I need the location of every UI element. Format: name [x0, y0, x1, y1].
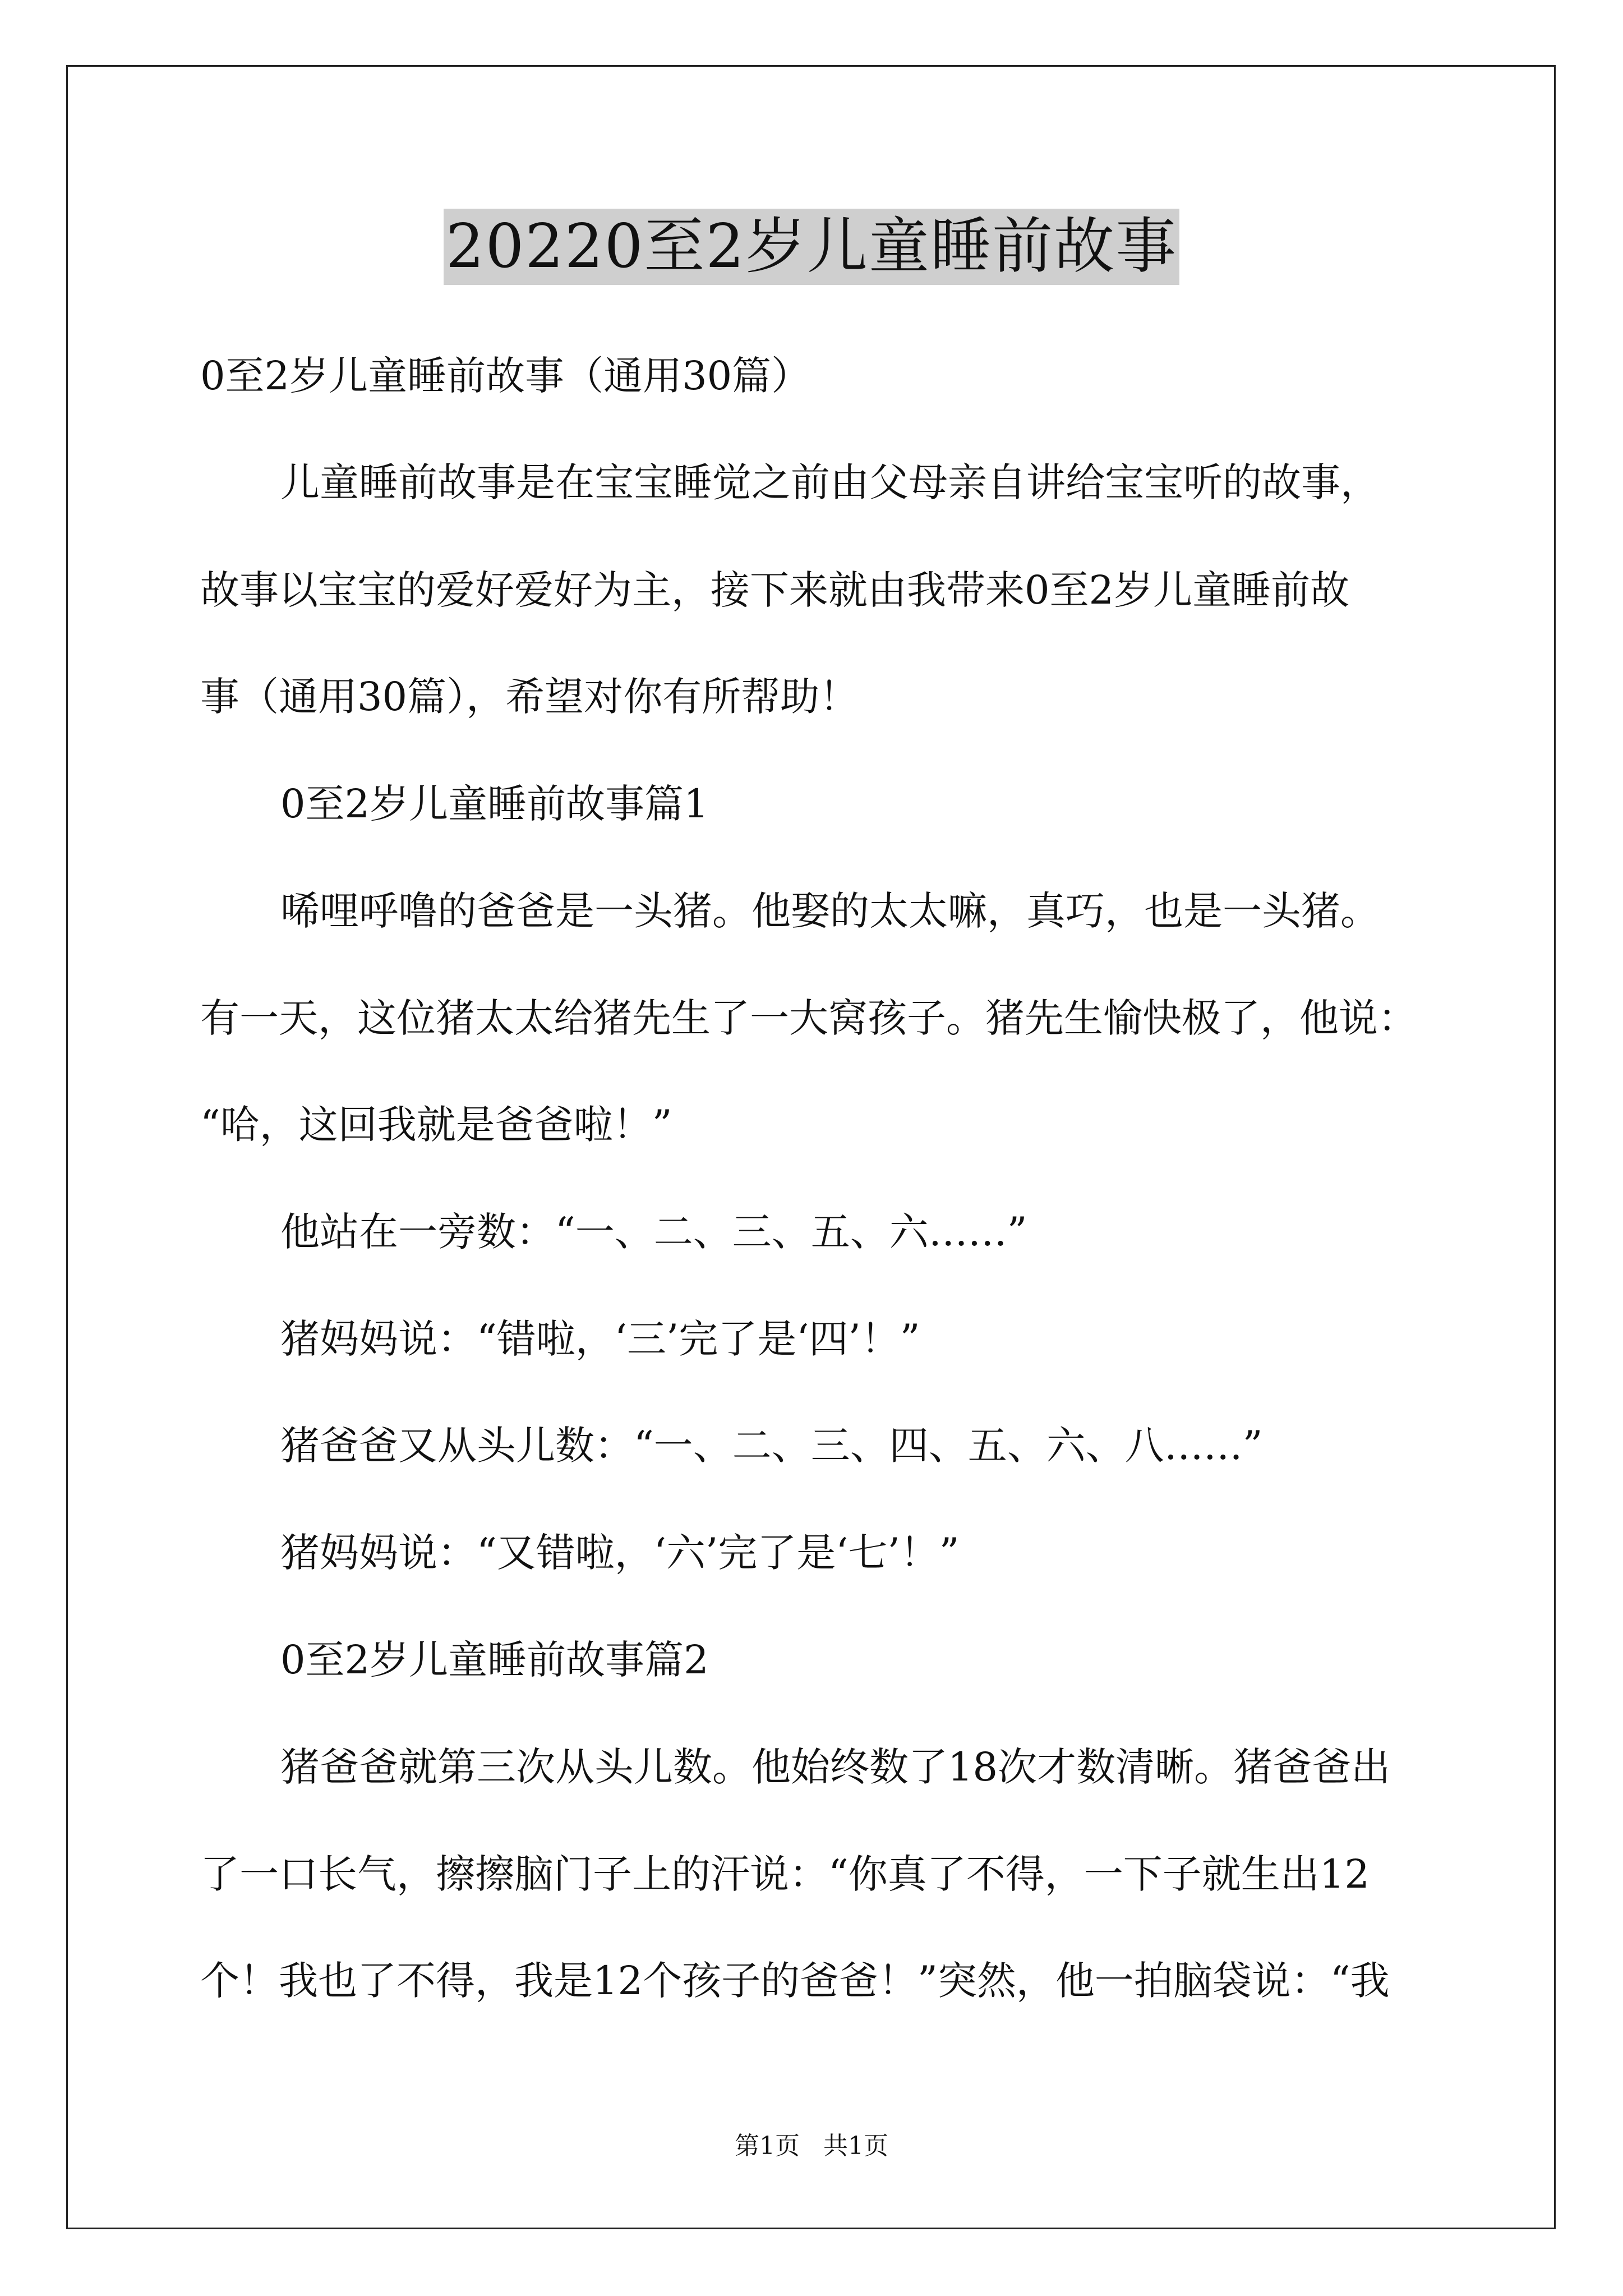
- paragraph-line: 儿童睡前故事是在宝宝睡觉之前由父母亲自讲给宝宝听的故事，: [280, 459, 1380, 505]
- paragraph-line: 他站在一旁数：“一、二、三、五、六……”: [280, 1209, 1027, 1255]
- paragraph-line: 事（通用30篇），希望对你有所帮助！: [200, 674, 859, 720]
- paragraph-line: 猪妈妈说：“又错啦，‘六’完了是‘七’！”: [280, 1530, 960, 1576]
- subtitle-line: 0至2岁儿童睡前故事（通用30篇）: [200, 353, 811, 399]
- paragraph-line: “哈，这回我就是爸爸啦！”: [200, 1102, 672, 1148]
- paragraph-line: 猪爸爸又从头儿数：“一、二、三、四、五、六、八……”: [280, 1423, 1263, 1469]
- section-heading: 0至2岁儿童睡前故事篇1: [280, 781, 709, 827]
- paragraph-line: 故事以宝宝的爱好爱好为主，接下来就由我带来0至2岁儿童睡前故: [200, 567, 1350, 613]
- title-container: [0, 209, 1623, 285]
- paragraph-line: 猪妈妈说：“错啦，‘三’完了是‘四’！”: [280, 1316, 920, 1362]
- paragraph-line: 有一天，这位猪太太给猪先生了一大窝孩子。猪先生愉快极了，他说：: [200, 995, 1417, 1041]
- paragraph-line: 了一口长气，擦擦脑门子上的汗说：“你真了不得，一下子就生出12: [200, 1851, 1370, 1897]
- paragraph-line: 唏哩呼噜的爸爸是一头猪。他娶的太太嘛，真巧，也是一头猪。: [280, 888, 1380, 934]
- section-heading: 0至2岁儿童睡前故事篇2: [280, 1637, 709, 1683]
- paragraph-line: 猪爸爸就第三次从头儿数。他始终数了18次才数清晰。猪爸爸出: [280, 1744, 1391, 1790]
- paragraph-line: 个！我也了不得，我是12个孩子的爸爸！”突然，他一拍脑袋说：“我: [200, 1958, 1390, 2004]
- document-title: 20220至2岁儿童睡前故事: [444, 209, 1179, 285]
- page-footer: 第1页 共1页: [735, 2132, 888, 2160]
